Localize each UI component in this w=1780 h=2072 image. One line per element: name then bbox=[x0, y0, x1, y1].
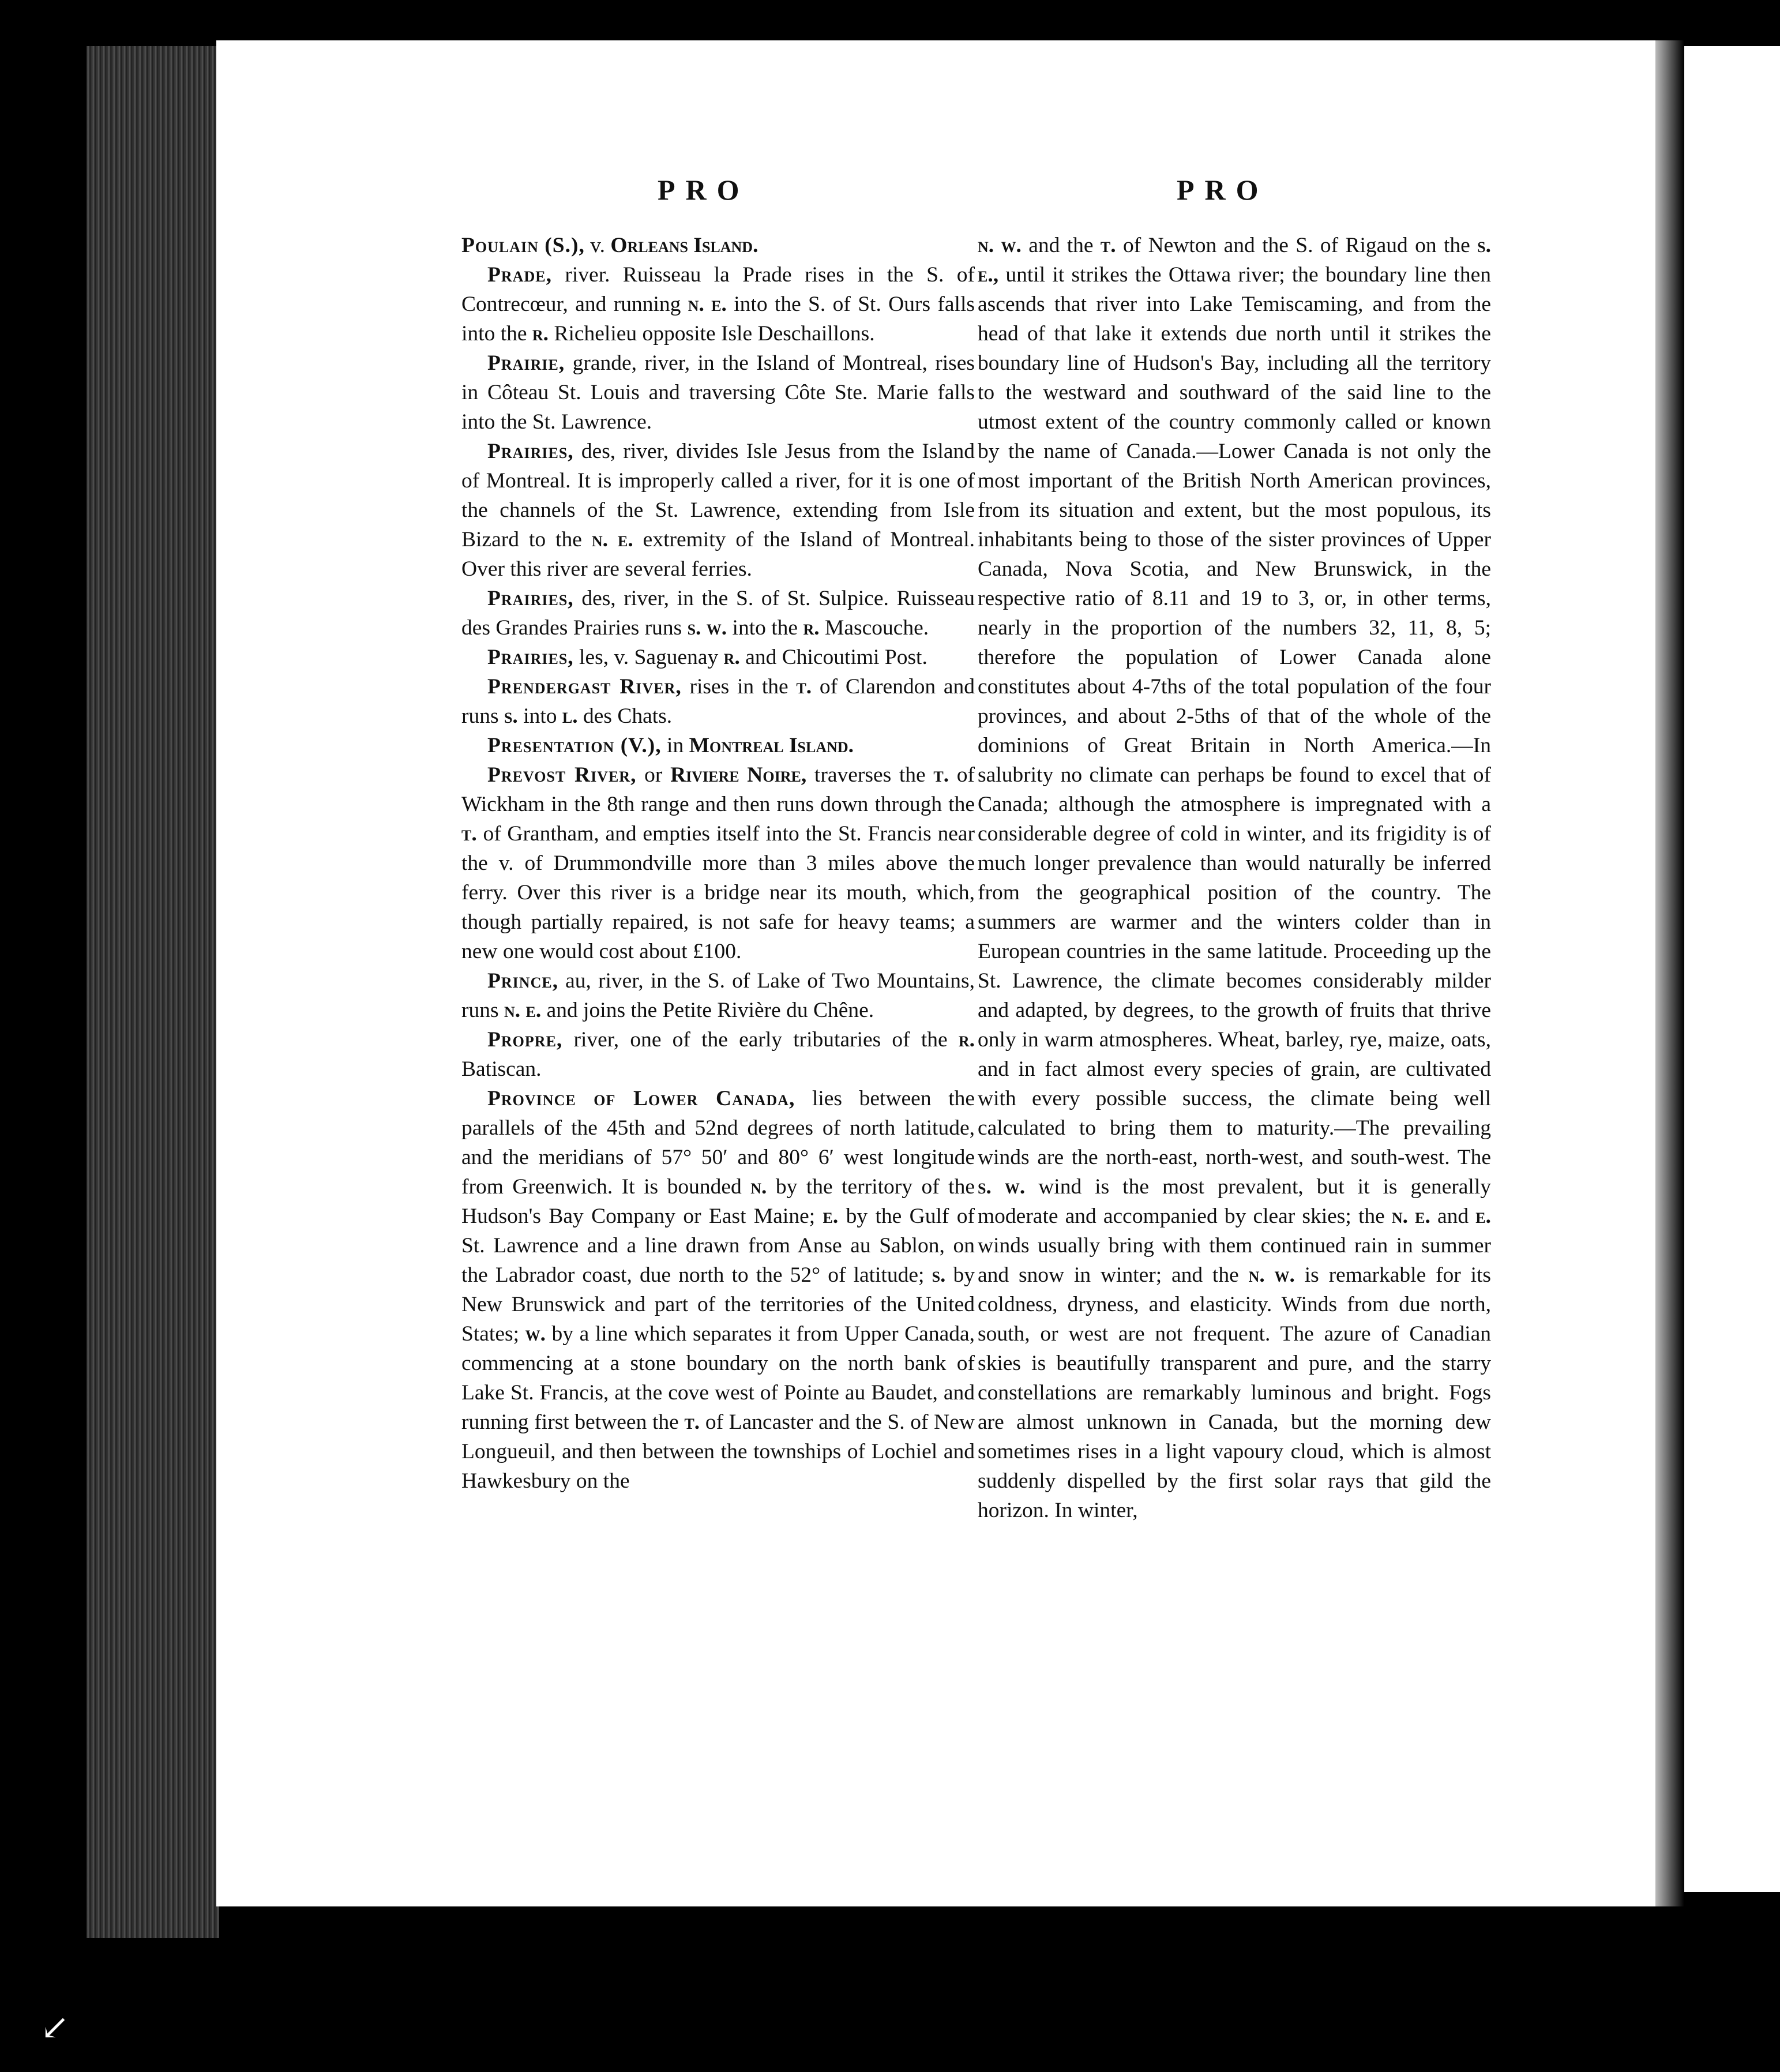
headword: Prairies, bbox=[487, 587, 574, 610]
entry-text: extremity of the Island of Montreal. Over this river are several ferries. bbox=[461, 528, 975, 581]
entry-prairie bbox=[461, 348, 975, 437]
left-column bbox=[461, 231, 975, 1496]
entry-text: lies between the parallels of the 45th and 52nd degrees of north latitude, and the meridians of 57° 50′ and 80° 6′ west longitude from Greenwich. It is bounded bbox=[461, 1087, 975, 1199]
entry-text: au, river, in the S. of Lake of Two Mountains, runs bbox=[461, 969, 975, 1022]
entry-text: of Lancaster and the S. of New Longueuil, and then between the townships of Lochiel and Hawkesbury on the bbox=[461, 1410, 975, 1493]
entry-text: and Chicoutimi Post. bbox=[739, 645, 927, 669]
headword: Prendergast River, bbox=[487, 675, 682, 699]
cross-reference: Orleans Island. bbox=[610, 234, 758, 257]
entry-text: Richelieu opposite Isle Deschaillons. bbox=[549, 322, 875, 346]
abbreviation: r. bbox=[532, 322, 549, 346]
entry-text: and joins the Petite Rivière du Chêne. bbox=[541, 999, 874, 1022]
entry-text: river, one of the early tributaries of the bbox=[562, 1028, 959, 1052]
abbreviation: s. w. bbox=[687, 616, 727, 640]
entry-text: and bbox=[1430, 1204, 1476, 1228]
abbreviation: n. e. bbox=[1391, 1204, 1430, 1228]
book-edge bbox=[87, 46, 219, 1938]
entry-text: les, v. Saguenay bbox=[573, 645, 724, 669]
running-head-left: PRO bbox=[658, 174, 750, 206]
abbreviation: n. w. bbox=[1248, 1263, 1295, 1287]
entry-text: rises in the bbox=[681, 675, 797, 699]
entry-prairies-3 bbox=[461, 643, 975, 672]
abbreviation: r. bbox=[958, 1028, 975, 1052]
abbreviation: n. w. bbox=[978, 234, 1022, 257]
entry-prevost bbox=[461, 760, 975, 966]
entry-text: of Newton and the S. of Rigaud on the bbox=[1116, 234, 1478, 257]
abbreviation: n. e. bbox=[688, 292, 727, 316]
entry-prade bbox=[461, 260, 975, 348]
entry-province-lower-canada bbox=[461, 1084, 975, 1496]
entry-text: des Chats. bbox=[577, 704, 673, 728]
headword: Prairies, bbox=[487, 645, 574, 669]
entry-prairies-2 bbox=[461, 584, 975, 643]
entry-text: des, river, in the S. of St. Sulpice. Ruisseau des Grandes Prairies runs bbox=[461, 587, 975, 640]
entry-poulain bbox=[461, 231, 975, 260]
headword: Propre, bbox=[487, 1028, 563, 1052]
right-column bbox=[978, 231, 1491, 1525]
abbreviation: t. bbox=[1100, 234, 1116, 257]
headword: Province of Lower Canada, bbox=[487, 1087, 795, 1110]
entry-text: of Grantham, and empties itself into the St. Francis near the v. of Drummondville more than 3 miles above the ferry. Over this river is a bridge near its mouth, which, though partially repaired, is not safe for heavy teams; a new one would cost about £100. bbox=[461, 822, 975, 963]
entry-text: river. Ruisseau la Prade rises in the S. of Contrecœur, and running bbox=[461, 263, 975, 316]
running-head-right: PRO bbox=[1177, 174, 1269, 206]
entry-text: into the bbox=[727, 616, 803, 640]
entry-propre bbox=[461, 1025, 975, 1084]
entry-province-continued bbox=[978, 231, 1491, 1525]
entry-text: grande, river, in the Island of Montreal, rises in Côteau St. Louis and traversing Côte Ste. Marie falls into the St. Lawrence. bbox=[461, 351, 975, 434]
entry-text: by New Brunswick and part of the territories of the United States; bbox=[461, 1263, 975, 1346]
headword: Prairie, bbox=[487, 351, 565, 375]
entry-text: is remarkable for its coldness, dryness, and elasticity. Winds from due north, south, or west are not frequent. The azure of Canadian skies is beautifully transparent and pure, and the starry constellations are remarkably luminous and bright. Fogs are almost unknown in Canada, but the morning dew sometimes rises in a light vapoury cloud, which is almost suddenly dispelled by the first solar rays that gild the horizon. In winter, bbox=[978, 1263, 1491, 1522]
abbreviation: t. bbox=[933, 763, 949, 787]
entry-text: wind is the most prevalent, but it is generally moderate and accompanied by clear skies; the bbox=[978, 1175, 1491, 1228]
abbreviation: t. bbox=[796, 675, 812, 699]
abbreviation: s. w. bbox=[978, 1175, 1026, 1199]
entry-text: into bbox=[517, 704, 562, 728]
headword: Prade, bbox=[487, 263, 552, 287]
abbreviation: n. e. bbox=[504, 999, 542, 1022]
abbreviation: e. bbox=[823, 1204, 839, 1228]
entry-text: by a line which separates it from Upper Canada, commencing at a stone boundary on the north bank of Lake St. Francis, at the cove west of Pointe au Baudet, and running first between the bbox=[461, 1322, 975, 1434]
abbreviation: s. bbox=[932, 1263, 946, 1287]
entry-text: in bbox=[661, 734, 689, 757]
abbreviation: s. e., bbox=[978, 234, 1492, 287]
abbreviation: w. bbox=[525, 1322, 546, 1346]
entry-presentation bbox=[461, 731, 975, 760]
entry-text: of Wickham in the 8th range and then runs down through the bbox=[461, 763, 975, 816]
abbreviation: n. bbox=[750, 1175, 767, 1199]
headword: Prince, bbox=[487, 969, 559, 993]
cross-reference: Montreal Island. bbox=[689, 734, 854, 757]
entry-text: by the Gulf of St. Lawrence and a line drawn from Anse au Sablon, on the Labrador coast, due north to the 52° of latitude; bbox=[461, 1204, 975, 1287]
entry-text: until it strikes the Ottawa river; the boundary line then ascends that river into Lake Temiscaming, and from the head of that lake it extends due north until it strikes the boundary line of Hudson's Bay, including all the territory to the westward and southward of the said line to the utmost extent of the country commonly called or known by the name of Canada.—Lower Canada is not only the most important of the British North American provinces, from its situation and extent, but the most populous, its inhabitants being to those of the sister provinces of Upper Canada, Nova Scotia, and New Brunswick, in the respective ratio of 8.11 and 19 to 3, or, in other terms, nearly in the proportion of the numbers 32, 11, 8, 5; therefore the population of Lower Canada alone constitutes about 4-7ths of the total population of the four provinces, and about 2-5ths of that of the whole of the dominions of Great Britain in North America.—In salubrity no climate can perhaps be found to excel that of Canada; although the atmosphere is impregnated with a considerable degree of cold in winter, and its frigidity is of much longer prevalence than would naturally be inferred from the geographical position of the country. The summers are warmer and the winters colder than in European countries in the same latitude. Proceeding up the St. Lawrence, the climate becomes considerably milder and adapted, by degrees, to the growth of fruits that thrive only in warm atmospheres. Wheat, barley, rye, maize, oats, and in fact almost every species of grain, are cultivated with every possible success, the climate being well calculated to bring them to maturity.—The prevailing winds are the north-east, north-west, and south-west. The bbox=[978, 263, 1491, 1169]
abbreviation: e. bbox=[1475, 1204, 1491, 1228]
abbreviation: r. bbox=[723, 645, 740, 669]
alternate-name: Riviere Noire, bbox=[670, 763, 807, 787]
abbreviation: t. bbox=[684, 1410, 700, 1434]
abbreviation: s. bbox=[504, 704, 518, 728]
entry-text: Batiscan. bbox=[461, 1057, 542, 1081]
abbreviation: l. bbox=[562, 704, 578, 728]
headword: Prairies, bbox=[487, 440, 574, 463]
entry-text: into the S. of St. Ours falls into the bbox=[461, 292, 975, 346]
entry-text: winds usually bring with them continued rain in summer and snow in winter; and the bbox=[978, 1234, 1491, 1287]
entry-text: Mascouche. bbox=[819, 616, 929, 640]
entry-text: traverses the bbox=[806, 763, 934, 787]
headword: Poulain (S.), bbox=[461, 234, 585, 257]
entry-text: or bbox=[636, 763, 671, 787]
scan-artifact: ↙ bbox=[40, 2009, 70, 2047]
entry-text: v. bbox=[584, 234, 611, 257]
headword: Prevost River, bbox=[487, 763, 637, 787]
abbreviation: t. bbox=[461, 822, 477, 846]
entry-prairies-1 bbox=[461, 437, 975, 584]
entry-text: of Clarendon and runs bbox=[461, 675, 975, 728]
entry-text: and the bbox=[1021, 234, 1101, 257]
entry-prince bbox=[461, 966, 975, 1025]
entry-text: by the territory of the Hudson's Bay Company or East Maine; bbox=[461, 1175, 975, 1228]
headword: Presentation (V.), bbox=[487, 734, 662, 757]
adjacent-page bbox=[1684, 46, 1780, 1892]
abbreviation: r. bbox=[803, 616, 820, 640]
entry-prendergast bbox=[461, 672, 975, 731]
entry-text: des, river, divides Isle Jesus from the Island of Montreal. It is improperly called a river, for it is one of the channels of the St. Lawrence, extending from Isle Bizard to the bbox=[461, 440, 975, 551]
gutter-shadow bbox=[1655, 40, 1684, 1906]
abbreviation: n. e. bbox=[591, 528, 633, 551]
